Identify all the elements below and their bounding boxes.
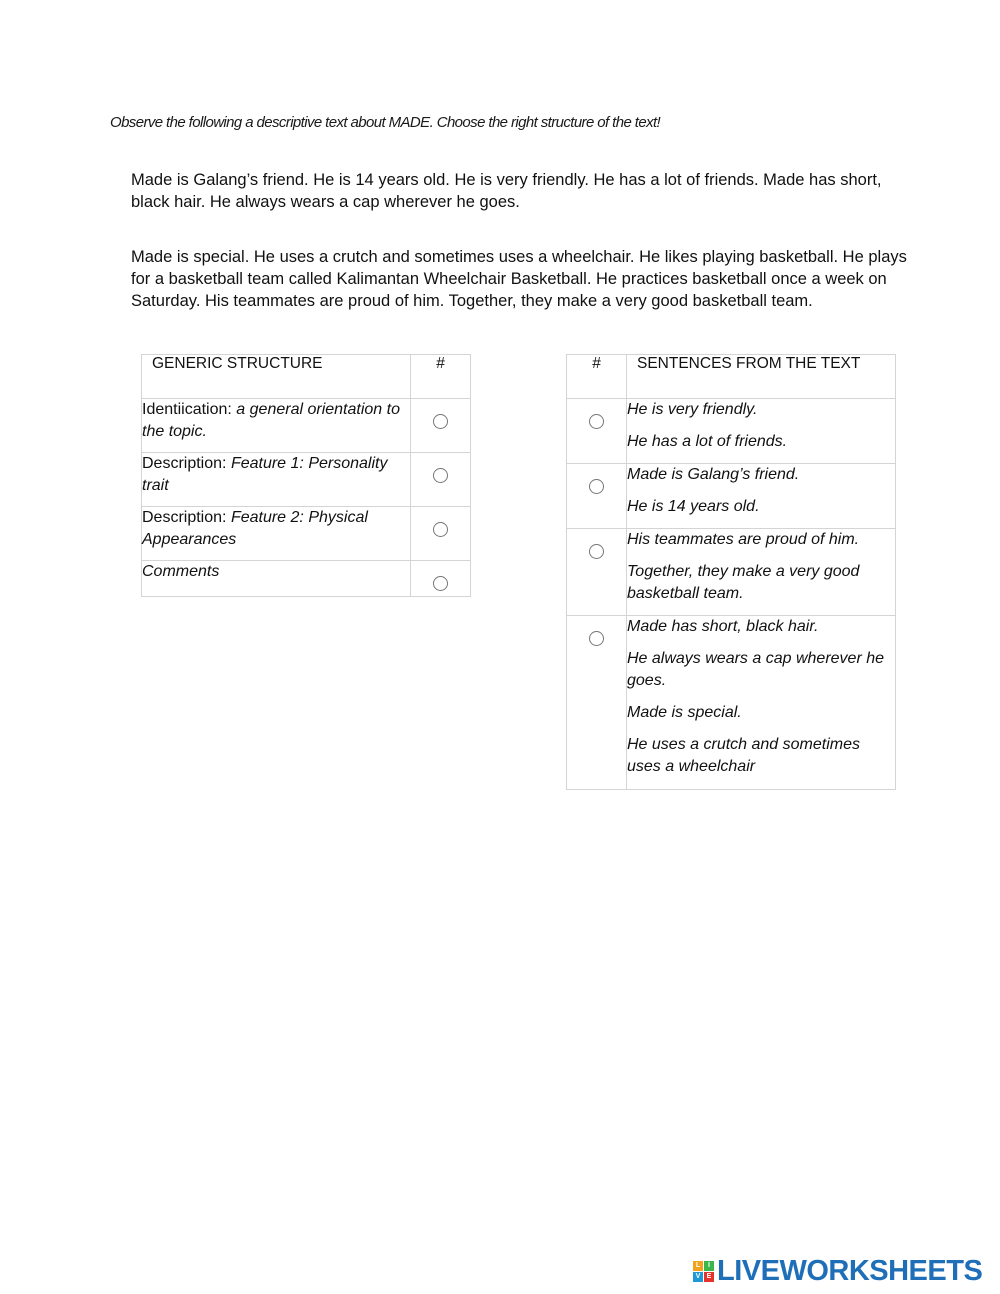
paragraph-2: Made is special. He uses a crutch and sometimes uses a wheelchair. He likes playing basketball. He plays for a basketball team called Kalimantan Wheelchair Basketball. He practices basketball once a week on Saturday. His teammates are proud of him. Together, they make a very good basketball team.	[131, 248, 907, 310]
sentence: He uses a crutch and sometimes uses a wheelchair	[627, 736, 860, 775]
radio-sentence-group-3[interactable]	[589, 544, 604, 559]
header-hash: #	[567, 355, 627, 399]
generic-structure-table	[141, 354, 471, 597]
structure-cell	[142, 453, 411, 507]
radio-identification[interactable]	[433, 414, 448, 429]
structure-cell	[142, 561, 411, 597]
sentence: Made is Galang’s friend.	[627, 466, 800, 483]
radio-cell	[411, 453, 471, 507]
structure-desc: a general orientation to the topic.	[142, 401, 400, 440]
structure-desc: Feature 2: Physical Appearances	[142, 509, 368, 548]
sentence: He has a lot of friends.	[627, 433, 788, 450]
table-row	[142, 561, 471, 597]
sentence: Made is special.	[627, 704, 742, 721]
radio-cell	[411, 507, 471, 561]
liveworksheets-logo	[693, 1255, 982, 1288]
radio-cell	[411, 561, 471, 597]
structure-label: Identiication:	[142, 401, 232, 418]
header-generic-structure: GENERIC STRUCTURE	[142, 355, 411, 399]
logo-block: L	[693, 1261, 703, 1271]
table-row	[142, 453, 471, 507]
structure-desc: Comments	[142, 563, 220, 580]
sentence: Made has short, black hair.	[627, 618, 819, 635]
table-header-row	[142, 355, 471, 399]
structure-label: Description:	[142, 455, 227, 472]
radio-sentence-group-4[interactable]	[589, 631, 604, 646]
sentence-cell	[627, 616, 896, 790]
table-row	[567, 464, 896, 529]
table-row	[567, 616, 896, 790]
structure-cell	[142, 399, 411, 453]
sentence-cell	[627, 529, 896, 616]
radio-sentence-group-2[interactable]	[589, 479, 604, 494]
logo-block: E	[704, 1272, 714, 1282]
table-row	[142, 507, 471, 561]
paragraph-1: Made is Galang’s friend. He is 14 years old. He is very friendly. He has a lot of friends. Made has short, black hair. He always wears a cap wherever he goes.	[131, 171, 882, 211]
table-row	[567, 399, 896, 464]
header-sentences: SENTENCES FROM THE TEXT	[627, 355, 896, 399]
header-hash: #	[411, 355, 471, 399]
radio-description-feature-2[interactable]	[433, 522, 448, 537]
structure-label: Description:	[142, 509, 227, 526]
radio-cell	[411, 399, 471, 453]
sentence: He is 14 years old.	[627, 498, 760, 515]
logo-block: V	[693, 1272, 703, 1282]
instruction-text: Observe the following a descriptive text about MADE. Choose the right structure of the text!	[110, 114, 661, 131]
sentence: Together, they make a very good basketball team.	[627, 563, 860, 602]
sentences-table	[566, 354, 896, 790]
table-row	[567, 529, 896, 616]
radio-cell	[567, 616, 627, 790]
logo-blocks-icon	[693, 1261, 714, 1282]
radio-comments[interactable]	[433, 576, 448, 591]
table-header-row	[567, 355, 896, 399]
logo-block: I	[704, 1261, 714, 1271]
sentence: His teammates are proud of him.	[627, 531, 860, 548]
sentence-cell	[627, 464, 896, 529]
radio-cell	[567, 399, 627, 464]
structure-cell	[142, 507, 411, 561]
radio-sentence-group-1[interactable]	[589, 414, 604, 429]
radio-cell	[567, 529, 627, 616]
table-row	[142, 399, 471, 453]
sentence: He always wears a cap wherever he goes.	[627, 650, 885, 689]
structure-desc: Feature 1: Personality trait	[142, 455, 388, 494]
radio-description-feature-1[interactable]	[433, 468, 448, 483]
radio-cell	[567, 464, 627, 529]
sentence-cell	[627, 399, 896, 464]
logo-text: LIVEWORKSHEETS	[717, 1255, 983, 1287]
sentence: He is very friendly.	[627, 401, 758, 418]
